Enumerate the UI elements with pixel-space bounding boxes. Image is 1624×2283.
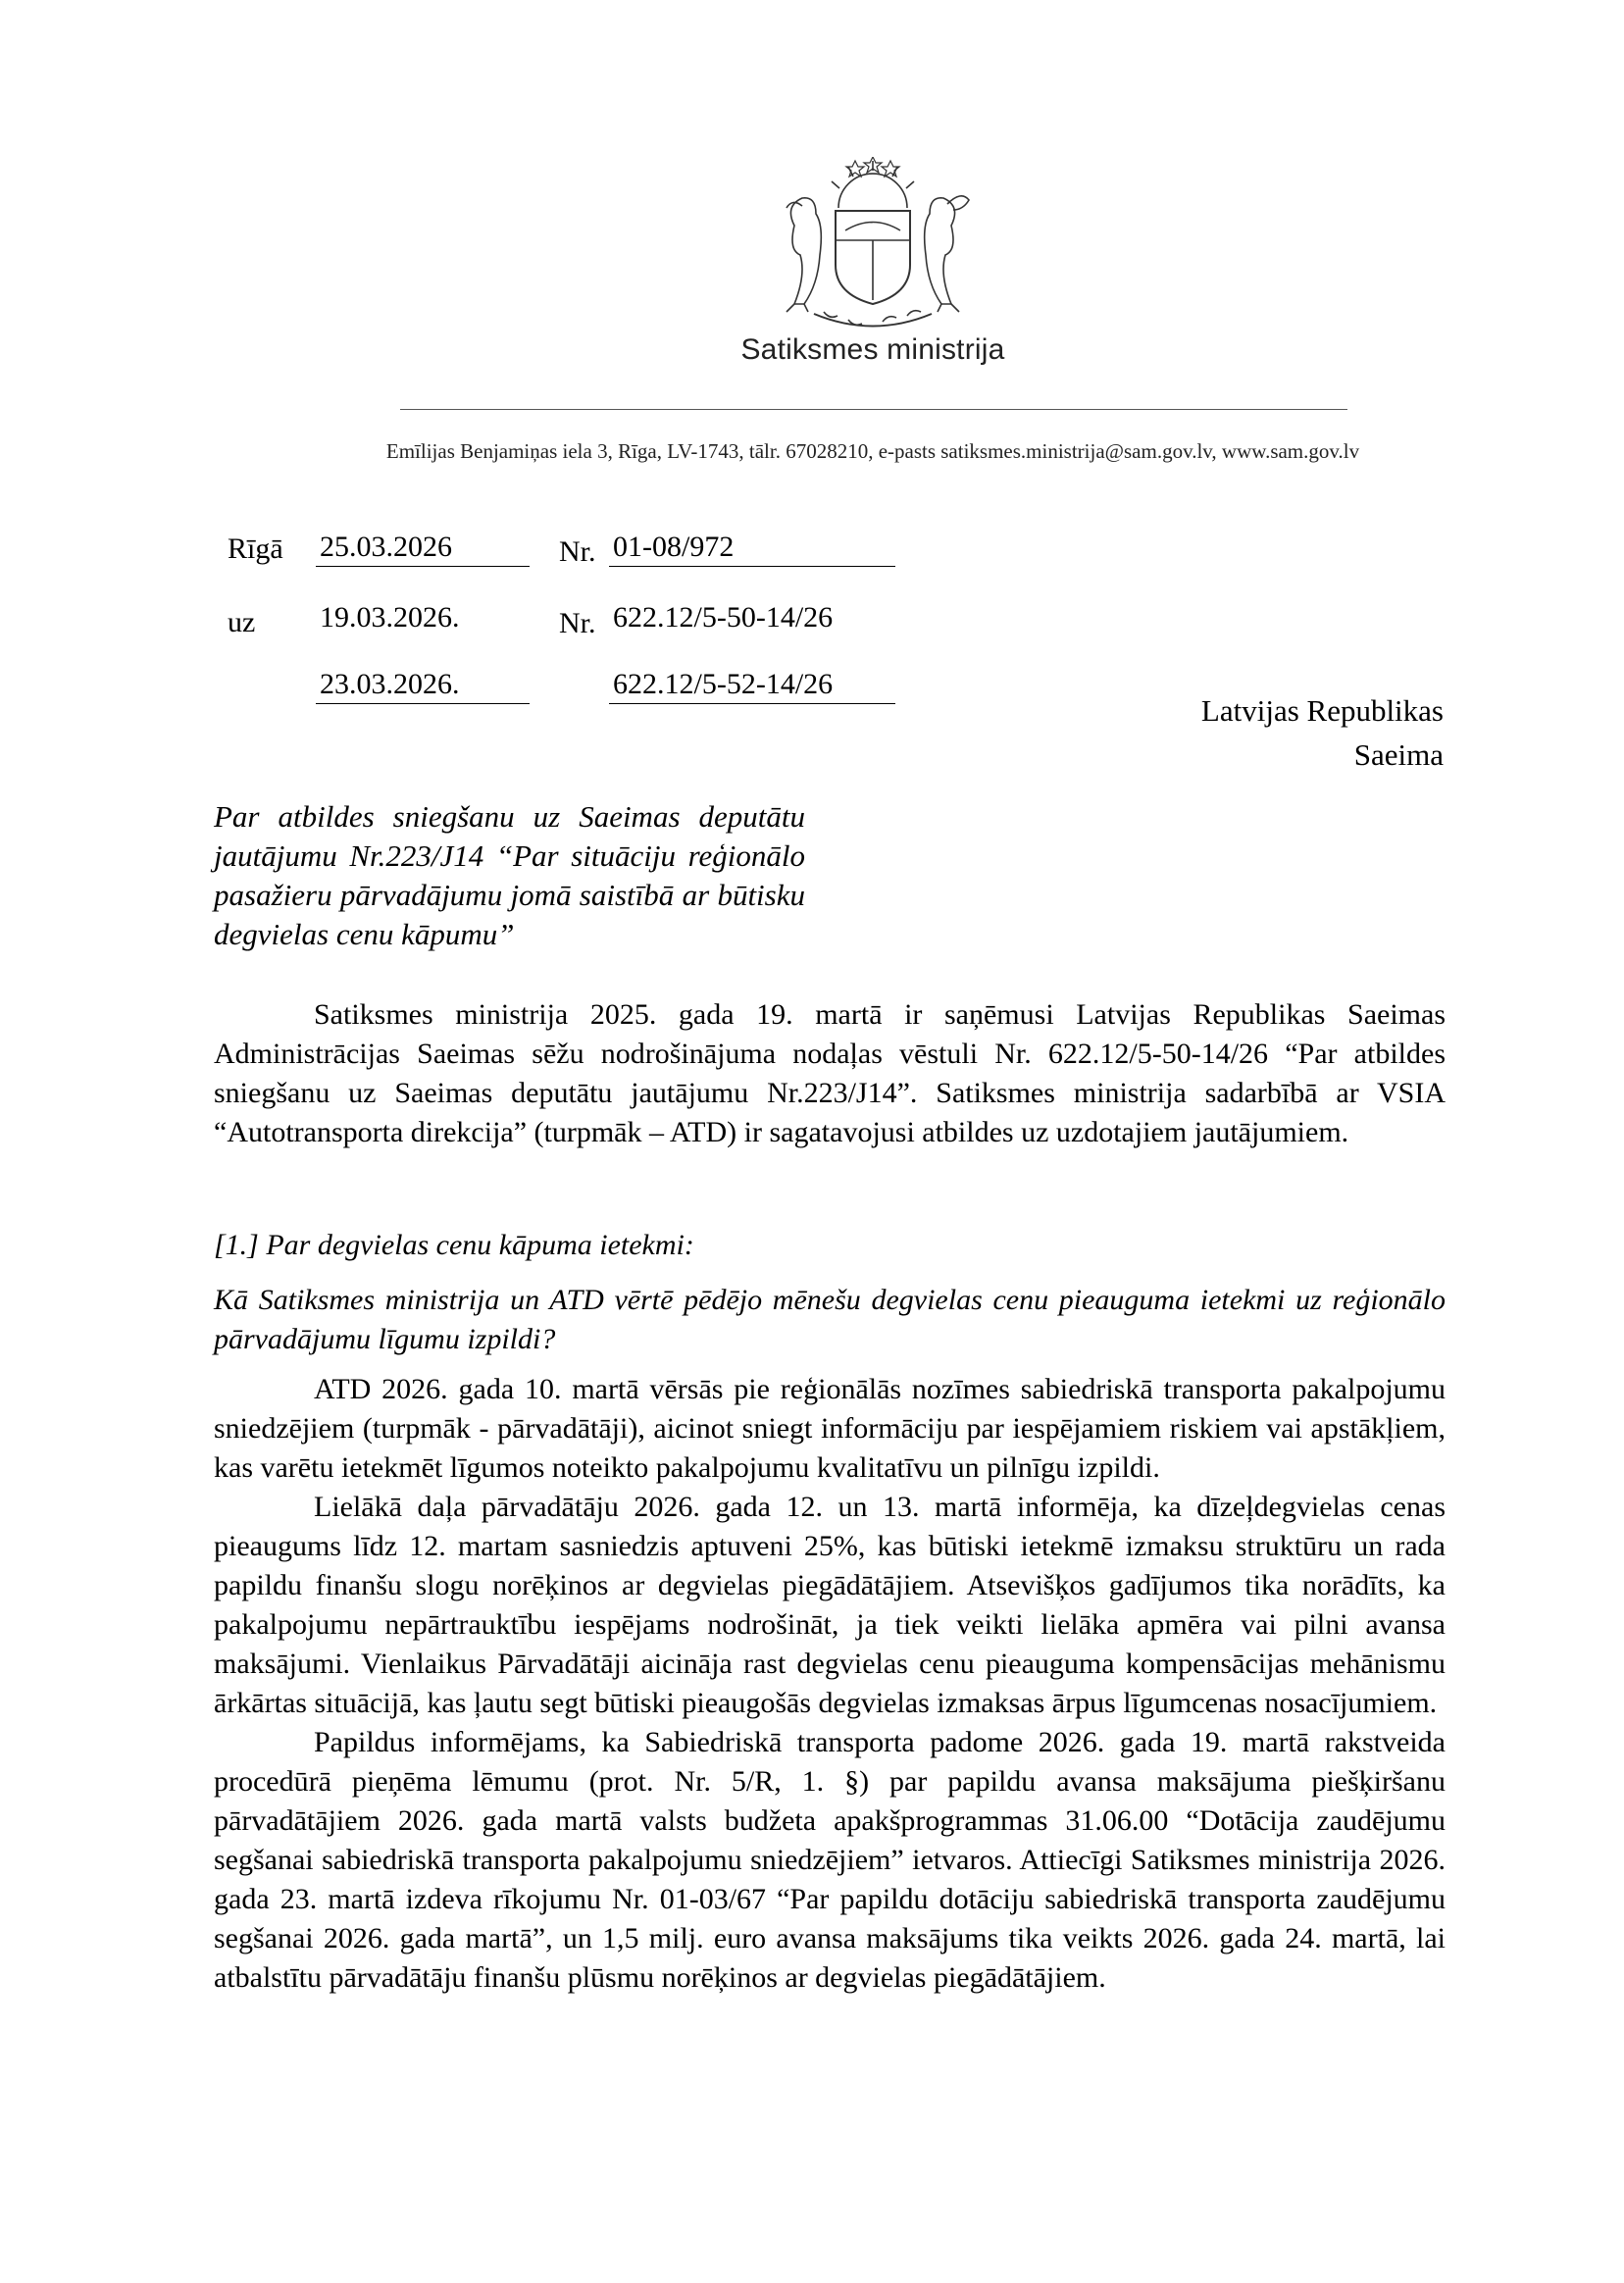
letter-number: 01-08/972 [609, 530, 895, 567]
reply-to-label: uz [228, 606, 256, 638]
ministry-name: Satiksmes ministrija [740, 333, 1005, 366]
question-text: Kā Satiksmes ministrija un ATD vērtē pēdējo mēnešu degvielas cenu pieauguma ietekmi uz reģionālo pārvadājumu līgumu izpildi? [214, 1284, 1446, 1355]
section-heading: [1.] Par degvielas cenu kāpuma ietekmi: [214, 1229, 694, 1261]
question-text-block [214, 1281, 1446, 1359]
reply-number-label: Nr. [559, 607, 596, 639]
ministry-address: Emīlijas Benjamiņas iela 3, Rīga, LV-1743, tālr. 67028210, e-pasts satiksmes.ministrija@sam.gov.lv, www.sam.gov.lv [385, 439, 1360, 463]
answer-paragraph-1: ATD 2026. gada 10. martā vērsās pie reģionālās nozīmes sabiedriskā transporta pakalpojumu sniedzējiem (turpmāk - pārvadātāji), aicinot sniegt informāciju par iespējamiem riskiem vai apstākļiem, kas varētu ietekmēt līgumos noteikto pakalpojumu kvalitatīvu un pilnīgu izpildi. [214, 1373, 1446, 1484]
reply-number-1: 622.12/5-50-14/26 [613, 601, 834, 634]
intro-paragraph: Satiksmes ministrija 2025. gada 19. martā ir saņēmusi Latvijas Republikas Saeimas Administrācijas Saeimas sēžu nodrošinājuma nodaļas vēstuli Nr. 622.12/5-50-14/26 “Par atbildes sniegšanu uz Saeimas deputātu jautājumu Nr.223/J14”. Satiksmes ministrija sadarbībā ar VSIA “Autotransporta direkcija” (turpmāk – ATD) ir sagatavojusi atbildes uz uzdotajiem jautājumiem. [214, 998, 1446, 1148]
question-block [214, 1226, 1446, 1265]
recipient-line-1: Latvijas Republikas [1200, 693, 1444, 728]
reply-number-2: 622.12/5-52-14/26 [609, 667, 895, 704]
latvian-coat-of-arms-icon [755, 157, 990, 333]
answer-paragraph-2: Lielākā daļa pārvadātāju 2026. gada 12. un 13. martā informēja, ka dīzeļdegvielas cenas pieaugums līdz 12. martam sasniedzis aptuveni 25%, kas būtiski ietekmē izmaksu struktūru un rada papildu finanšu slogu norēķinos ar degvielas piegādātājiem. Atsevišķos gadījumos tika norādīts, ka pakalpojumu nepārtrauktību iespējams nodrošināt, ja tiek veikti lielāka apmēra vai pilni avansa maksājumi. Vienlaikus Pārvadātāji aicināja rast degvielas cenu pieauguma kompensācijas mehānismu ārkārtas situācijā, kas ļautu segt būtiski pieaugošās degvielas izmaksas ārpus līgumcenas nosacījumiem. [214, 1491, 1446, 1719]
letter-body [214, 995, 1446, 1152]
letter-number-label: Nr. [559, 535, 596, 568]
recipient-line-2: Saeima [1353, 737, 1444, 772]
recipient [1201, 688, 1444, 777]
reply-date-1: 19.03.2026. [320, 601, 460, 634]
header-divider [400, 409, 1347, 410]
letter-date: 25.03.2026 [316, 530, 530, 567]
reply-date-2: 23.03.2026. [316, 667, 530, 704]
place-label: Rīgā [228, 533, 283, 565]
answer-block [214, 1370, 1446, 1998]
answer-paragraph-3: Papildus informējams, ka Sabiedriskā transporta padome 2026. gada 19. martā rakstveida procedūrā pieņēma lēmumu (prot. Nr. 5/R, 1. §) par papildu avansa maksājuma piešķiršanu pārvadātājiem 2026. gada martā valsts budžeta apakšprogrammas 31.06.00 “Dotācija zaudējumu segšanai sabiedriskā transporta pakalpojumu sniedzējiem” ietvaros. Attiecīgi Satiksmes ministrija 2026. gada 23. martā izdeva rīkojumu Nr. 01-03/67 “Par papildu dotāciju sabiedriskā transporta zaudējumu segšanai 2026. gada martā”, un 1,5 milj. euro avansa maksājums tika veikts 2026. gada 24. martā, lai atbalstītu pārvadātāju finanšu plūsmu norēķinos ar degvielas piegādātājiem. [214, 1726, 1446, 1994]
letter-subject: Par atbildes sniegšanu uz Saeimas deputātu jautājumu Nr.223/J14 “Par situāciju reģionālo pasažieru pārvadājumu jomā saistībā ar būtisku degvielas cenu kāpumu” [214, 799, 805, 951]
